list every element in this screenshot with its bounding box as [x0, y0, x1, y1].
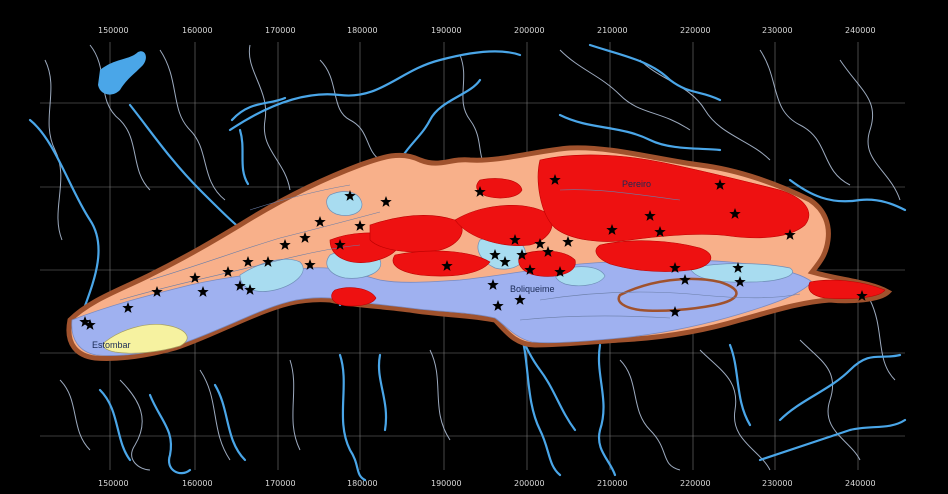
bottom-tick-label: 230000 [762, 479, 793, 488]
bottom-tick-labels [98, 479, 876, 488]
bottom-tick-label: 240000 [845, 479, 876, 488]
top-tick-label: 150000 [98, 26, 129, 35]
bottom-tick-label: 150000 [98, 479, 129, 488]
top-tick-label: 200000 [514, 26, 545, 35]
bottom-tick-label: 180000 [347, 479, 378, 488]
top-tick-label: 210000 [597, 26, 628, 35]
top-tick-label: 170000 [265, 26, 296, 35]
top-tick-label: 160000 [182, 26, 213, 35]
place-label-east: Pereiro [622, 179, 652, 189]
top-tick-labels [98, 26, 876, 35]
bottom-tick-label: 220000 [680, 479, 711, 488]
top-tick-label: 190000 [431, 26, 462, 35]
top-tick-label: 230000 [762, 26, 793, 35]
place-label-boliqueime: Boliqueime [510, 284, 555, 294]
bottom-tick-label: 210000 [597, 479, 628, 488]
bottom-tick-label: 170000 [265, 479, 296, 488]
top-tick-label: 180000 [347, 26, 378, 35]
bottom-tick-label: 160000 [182, 479, 213, 488]
bottom-tick-label: 200000 [514, 479, 545, 488]
top-tick-label: 240000 [845, 26, 876, 35]
reservoir-lake [98, 51, 146, 94]
bottom-tick-label: 190000 [431, 479, 462, 488]
place-label-estombar: Estombar [92, 340, 131, 350]
top-tick-label: 220000 [680, 26, 711, 35]
